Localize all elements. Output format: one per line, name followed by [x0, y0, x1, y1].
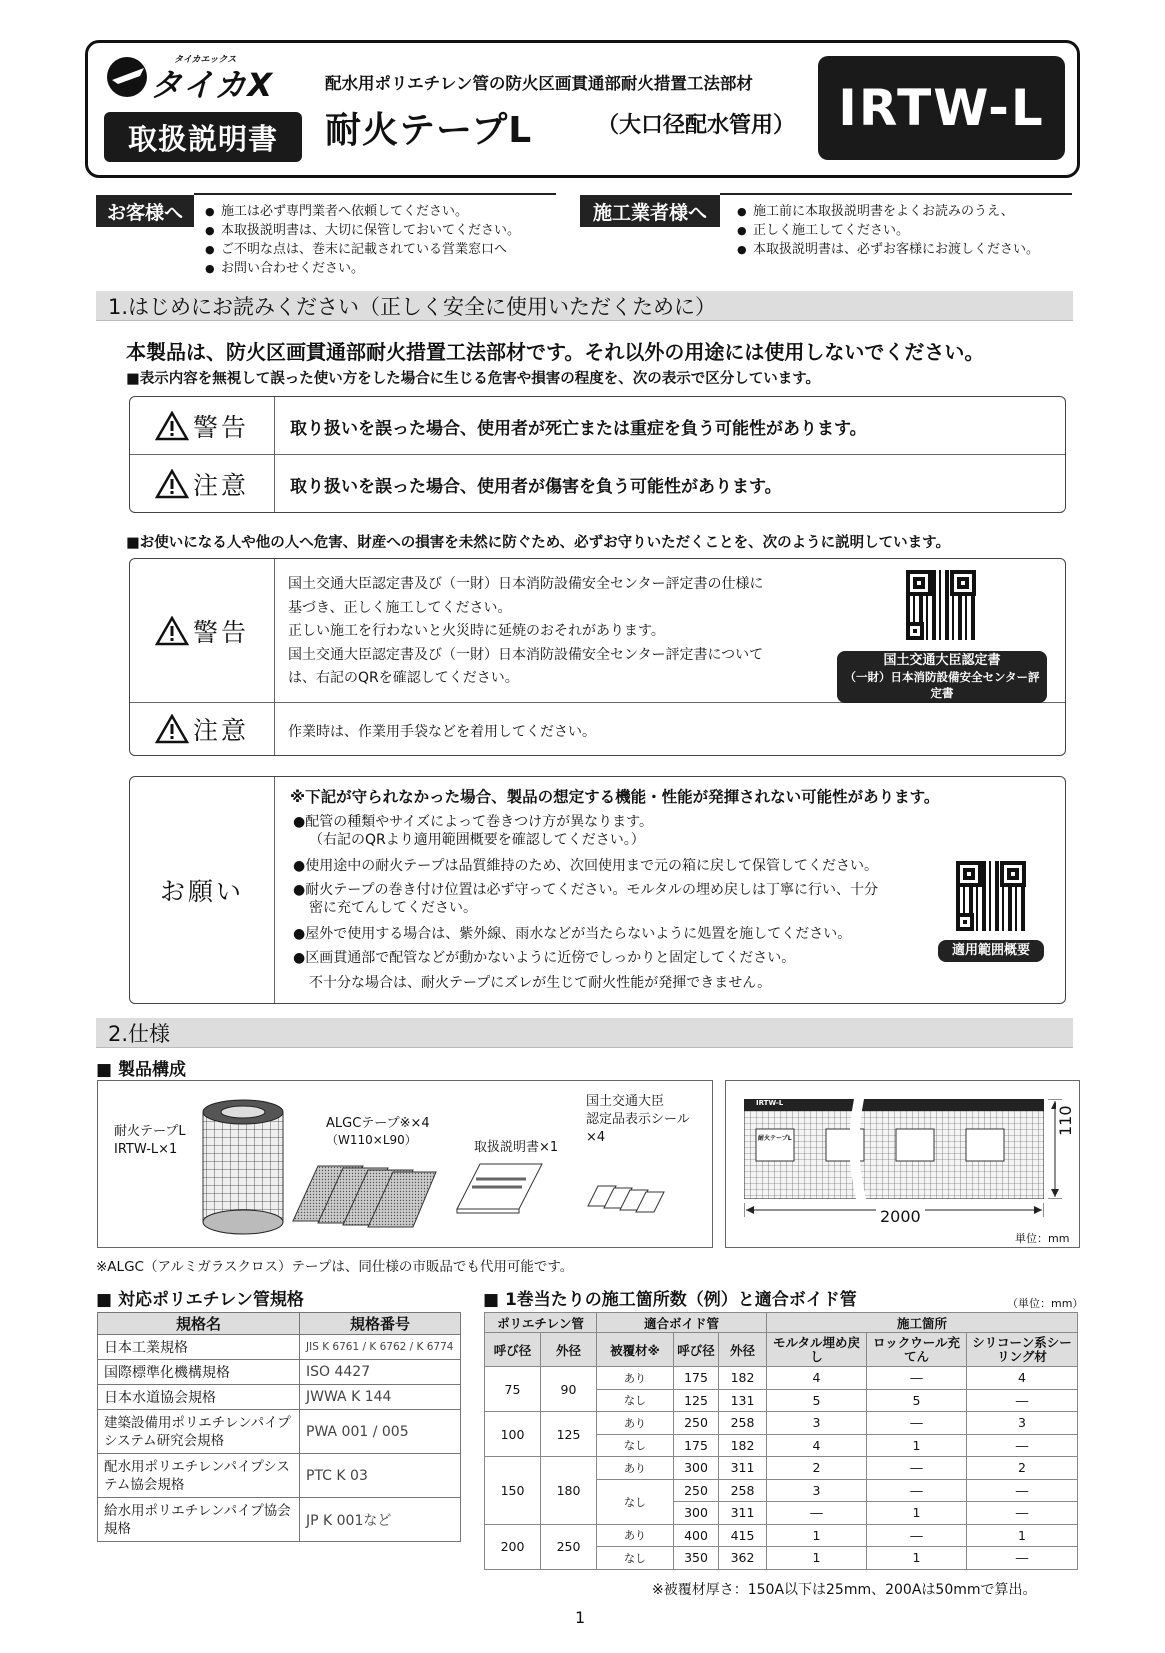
- customer-notice-list: [205, 202, 565, 278]
- table-row: 給水用ポリエチレンパイプ協会規格 JP K 001など: [98, 1498, 461, 1542]
- section2-title: 2.仕様: [96, 1018, 1073, 1048]
- table-header: 被覆材※: [597, 1333, 674, 1367]
- algc-tape-image: [288, 1151, 438, 1236]
- table-row: 日本水道協会規格 JWWA K 144: [98, 1385, 461, 1410]
- installer-notice-rule: [720, 193, 1072, 195]
- list-item: ● 施工前に本取扱説明書をよくお読みのうえ、: [737, 202, 1087, 221]
- qr-code-scope[interactable]: [956, 861, 1026, 931]
- strip-text: IRTW-L: [756, 1099, 784, 1107]
- list-item: ● ご不明な点は、巻末に記載されている営業窓口へ: [205, 240, 565, 259]
- section1-lead: 本製品は、防火区画貫通部耐火措置工法部材です。それ以外の用途には使用しないでください。: [126, 340, 985, 364]
- section1-title: 1.はじめにお読みください（正しく安全に使用いただくために）: [96, 291, 1073, 321]
- table-header: 施工箇所: [767, 1313, 1078, 1333]
- warning-label: 警告: [130, 397, 274, 454]
- warning2-text: 国土交通大臣認定書及び（一財）日本消防設備安全センター評定書の仕様に 基づき、正しく施工してください。 正しい施工を行わないと火災時に延焼のおそれがあります。 国土交通大臣認定書及び（一財）日本消防設備安全センター評定書について は、右記のQRを確認してください。: [288, 576, 764, 686]
- standards-table: [97, 1312, 461, 1542]
- item-tape-label: 耐火テープL IRTW-L×1: [114, 1124, 186, 1157]
- composition-title: ■ 製品構成: [96, 1060, 186, 1080]
- caution-label: 注意: [130, 455, 274, 512]
- table-header: 外径: [719, 1333, 767, 1367]
- table-row: 300 311 ― 1 ―: [485, 1502, 1078, 1525]
- product-subtitle: 配水用ポリエチレン管の防火区画貫通部耐火措置工法部材: [325, 74, 753, 93]
- table-row: 150 180 あり 300 311 2 ― 2: [485, 1457, 1078, 1480]
- logo-mark-icon: [104, 54, 150, 100]
- qr-code-certification[interactable]: [906, 570, 976, 640]
- composition-box: [97, 1080, 713, 1248]
- manual-image: [452, 1159, 547, 1219]
- table-row: 配水用ポリエチレンパイプシステム協会規格 PTC K 03: [98, 1454, 461, 1498]
- table-row: 日本工業規格 JIS K 6761 / K 6762 / K 6774: [98, 1335, 461, 1360]
- table-row: なし 350 362 1 1 ―: [485, 1547, 1078, 1570]
- request-table: [129, 776, 1066, 1004]
- spec-title: ■ 1巻当たりの施工箇所数（例）と適合ボイド管: [483, 1290, 857, 1310]
- table-row: なし 175 182 4 1 ―: [485, 1434, 1078, 1457]
- algc-note: ※ALGC（アルミガラスクロス）テープは、同仕様の市販品でも代用可能です。: [96, 1259, 574, 1275]
- table-row: 200 250 あり 400 415 1 ― 1: [485, 1524, 1078, 1547]
- table-row: 国際標準化機構規格 ISO 4427: [98, 1360, 461, 1385]
- tape-strip-image: [744, 1099, 1044, 1199]
- table-header: 呼び径: [485, 1333, 541, 1367]
- tape-roll-image: [198, 1097, 288, 1237]
- installer-notice-list: [737, 202, 1087, 259]
- section1-note1: ■表示内容を無視して誤った使い方をした場合に生じる危害や損害の程度を、次の表示で区分しています。: [126, 371, 821, 387]
- table-header: ロックウール充てん: [867, 1333, 967, 1367]
- seal-image: [586, 1171, 676, 1216]
- product-title: 耐火テープL: [325, 110, 533, 151]
- manual-label: 取扱説明書: [104, 112, 302, 162]
- list-item: ●使用途中の耐火テープは品質維持のため、次回使用まで元の箱に戻して保管してください。: [293, 857, 878, 874]
- item-algc-label: ALGCテープ※×4 （W110×L90）: [326, 1116, 430, 1147]
- list-item: ●区画貫通部で配管などが動かないように近傍でしっかりと固定してください。: [293, 950, 796, 966]
- warning-text: 取り扱いを誤った場合、使用者が死亡または重症を負う可能性があります。: [290, 419, 867, 439]
- logo-text: タイカX: [150, 66, 274, 104]
- customer-notice-label: お客様へ: [96, 195, 194, 227]
- caution2-text: 作業時は、作業用手袋などを着用してください。: [288, 724, 596, 740]
- section1-note2: ■お使いになる人や他の人へ危害、財産への損害を未然に防ぐため、必ずお守りいただくことを、次のように説明しています。: [126, 535, 950, 551]
- precaution-table: [129, 558, 1066, 756]
- list-item: ● 施工は必ず専門業者へ依頼してください。: [205, 202, 565, 221]
- hazard-level-table: [129, 396, 1066, 513]
- warning-triangle-icon: [155, 616, 189, 646]
- list-item: ●耐火テープの巻き付け位置は必ず守ってください。モルタルの埋め戻しは丁寧に行い、十分: [293, 882, 878, 898]
- table-row: 建築設備用ポリエチレンパイプシステム研究会規格 PWA 001 / 005: [98, 1410, 461, 1454]
- width-value: 110: [1056, 1102, 1075, 1139]
- table-header: シリコーン系シーリング材: [967, 1333, 1078, 1367]
- warning-triangle-icon: [155, 411, 189, 441]
- list-item: ● お問い合わせください。: [205, 259, 565, 278]
- qr-scope-caption: 適用範囲概要: [938, 940, 1044, 962]
- tape-dimension-diagram: [725, 1080, 1080, 1248]
- table-row: なし 125 131 5 5 ―: [485, 1389, 1078, 1412]
- table-header: ポリエチレン管: [485, 1313, 597, 1333]
- request-items: [293, 810, 913, 995]
- table-row: 100 125 あり 250 258 3 ― 3: [485, 1412, 1078, 1435]
- caution-text: 取り扱いを誤った場合、使用者が傷害を負う可能性があります。: [290, 477, 782, 497]
- item-seal-label: 国土交通大臣 認定品表示シール ×4: [586, 1094, 690, 1145]
- list-item: 密に充てんしてください。: [309, 899, 477, 916]
- qr-certification-caption: 国土交通大臣認定書 （一財）日本消防設備安全センター評定書: [837, 651, 1047, 703]
- list-item: ●配管の種類やサイズによって巻きつけ方が異なります。: [293, 814, 653, 830]
- list-item: ● 正しく施工してください。: [737, 221, 1087, 240]
- table-header: 規格名: [98, 1313, 300, 1335]
- standards-title: ■ 対応ポリエチレン管規格: [96, 1290, 304, 1310]
- table-header: 適合ボイド管: [597, 1313, 767, 1333]
- caution2-label: 注意: [130, 703, 274, 755]
- spec-unit: （単位：mm）: [1007, 1297, 1084, 1310]
- list-item: （右記のQRより適用範囲概要を確認してください。）: [309, 831, 645, 848]
- page-number: 1: [575, 1608, 586, 1627]
- strip-label: 耐火テープL: [758, 1135, 792, 1142]
- list-item: 不十分な場合は、耐火テープにズレが生じて耐火性能が発揮できません。: [309, 974, 772, 991]
- table-header: 規格番号: [300, 1313, 461, 1335]
- spec-table: [484, 1312, 1078, 1570]
- list-item: ● 本取扱説明書は、必ずお客様にお渡しください。: [737, 240, 1087, 259]
- list-item: ● 本取扱説明書は、大切に保管しておいてください。: [205, 221, 565, 240]
- spec-footnote: ※被覆材厚さ：150A以下は25mm、200Aは50mmで算出。: [652, 1582, 1037, 1598]
- warning2-label: 警告: [130, 559, 274, 702]
- table-header: 呼び径: [674, 1333, 719, 1367]
- caution-triangle-icon: [155, 714, 189, 744]
- item-manual-label: 取扱説明書×1: [474, 1140, 559, 1155]
- request-head: ※下記が守られなかった場合、製品の想定する機能・性能が発揮されない可能性があります。: [290, 788, 940, 806]
- model-number: IRTW-L: [818, 56, 1065, 160]
- table-header: 外径: [541, 1333, 597, 1367]
- length-value: 2000: [876, 1207, 925, 1226]
- table-header: モルタル埋め戻し: [767, 1333, 867, 1367]
- customer-notice-rule: [194, 193, 556, 195]
- table-row: 75 90 あり 175 182 4 ― 4: [485, 1367, 1078, 1390]
- list-item: ●屋外で使用する場合は、紫外線、雨水などが当たらないように処置を施してください。: [293, 925, 852, 942]
- request-label: お願い: [159, 877, 244, 906]
- unit-label: 単位：mm: [1015, 1232, 1070, 1245]
- product-title-sub: （大口径配水管用）: [597, 113, 796, 138]
- installer-notice-label: 施工業者様へ: [580, 195, 720, 227]
- caution-triangle-icon: [155, 469, 189, 499]
- table-row: なし 250 258 3 ― ―: [485, 1479, 1078, 1502]
- logo-kana: タイカエックス: [174, 55, 237, 65]
